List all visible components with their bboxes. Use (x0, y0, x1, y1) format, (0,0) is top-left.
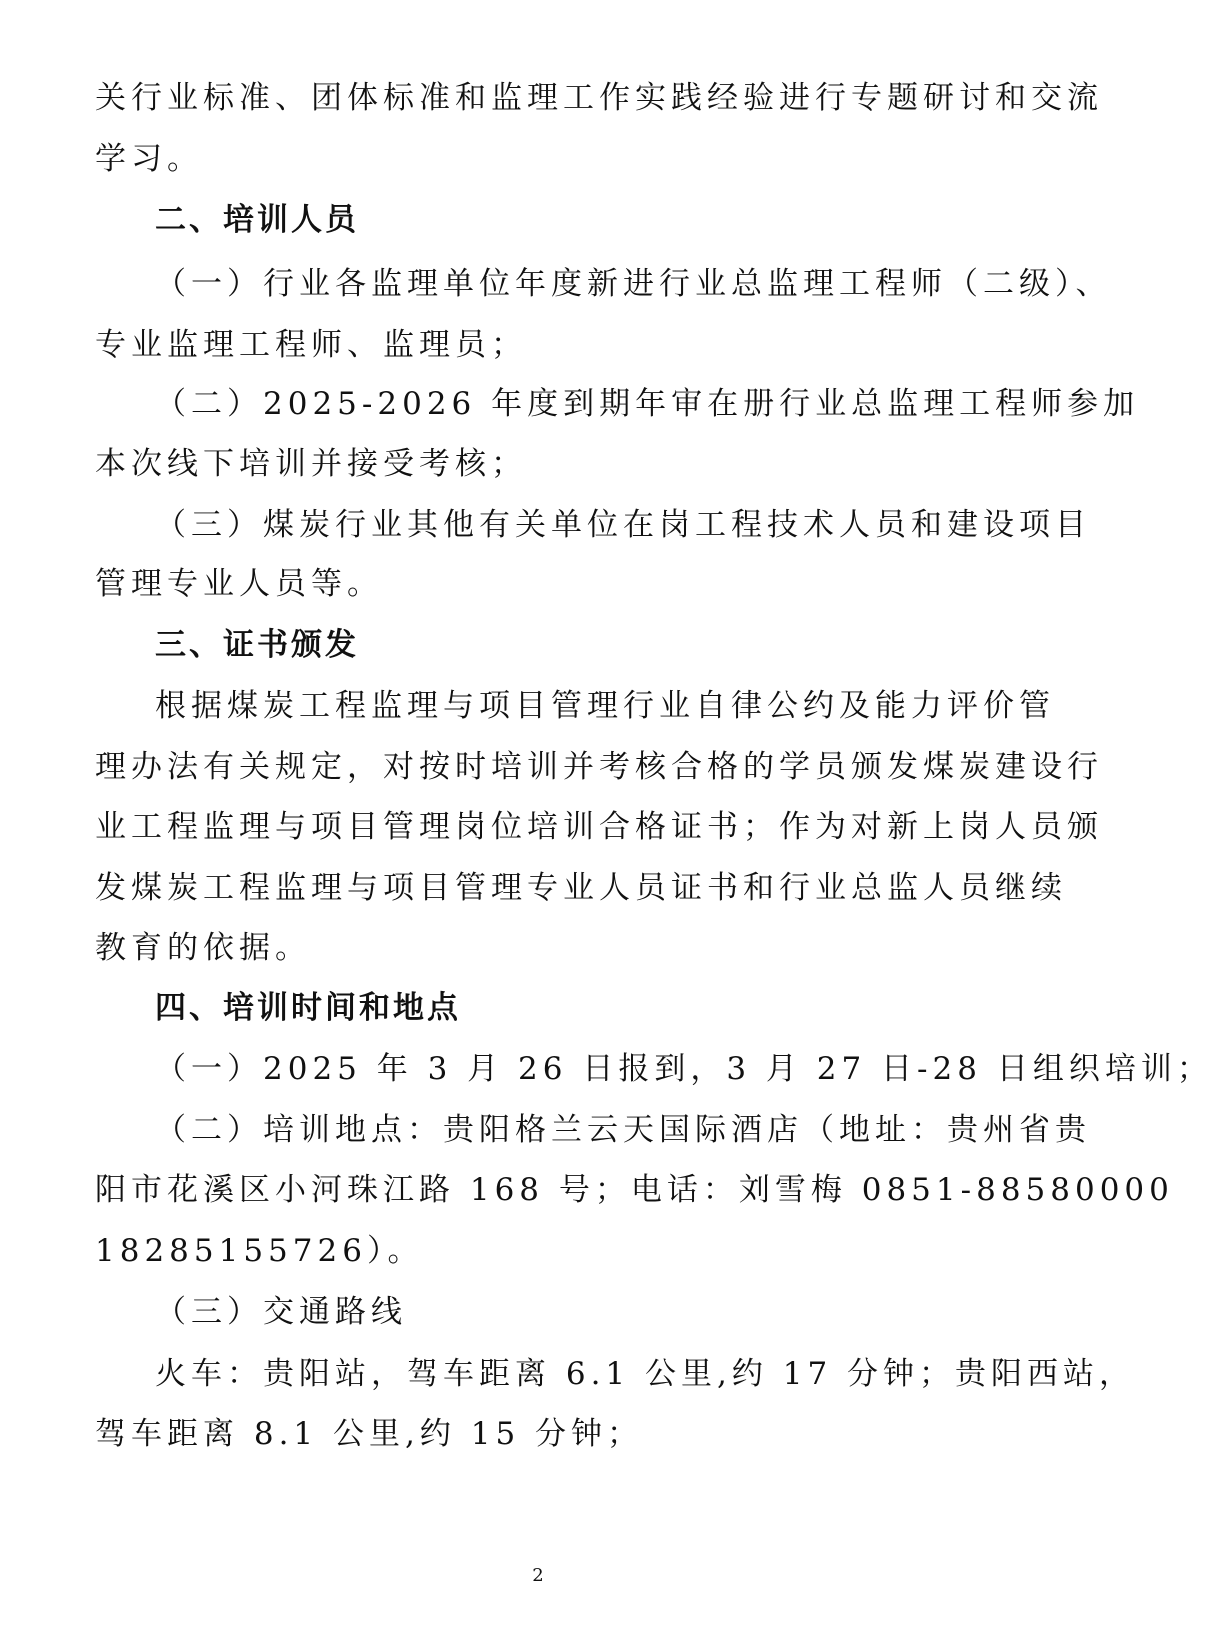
paragraph-line: （一）行业各监理单位年度新进行业总监理工程师（二级）、 (155, 266, 1112, 302)
paragraph-line: 关行业标准、团体标准和监理工作实践经验进行专题研讨和交流 (95, 80, 1103, 116)
paragraph-line: 学习。 (95, 141, 203, 177)
section-heading-4: 四、培训时间和地点 (155, 990, 461, 1026)
paragraph-line: 管理专业人员等。 (95, 566, 383, 602)
paragraph-line: 火车：贵阳站，驾车距离 6.1 公里,约 17 分钟；贵阳西站， (155, 1356, 1136, 1392)
paragraph-line: 发煤炭工程监理与项目管理专业人员证书和行业总监人员继续 (95, 870, 1067, 906)
paragraph-line: 驾车距离 8.1 公里,约 15 分钟； (95, 1416, 644, 1452)
paragraph-line: 教育的依据。 (95, 930, 311, 966)
paragraph-line: 本次线下培训并接受考核； (95, 446, 527, 482)
paragraph-line: （二）2025-2026 年度到期年审在册行业总监理工程师参加 (155, 386, 1140, 422)
paragraph-line: （三）煤炭行业其他有关单位在岗工程技术人员和建设项目 (155, 507, 1091, 543)
paragraph-line: 阳市花溪区小河珠江路 168 号；电话：刘雪梅 0851-88580000 (95, 1172, 1174, 1208)
paragraph-line: 18285155726）。 (95, 1233, 424, 1269)
page-number: 2 (532, 1565, 544, 1586)
paragraph-line: （一）2025 年 3 月 26 日报到，3 月 27 日-28 日组织培训； (155, 1051, 1213, 1087)
section-heading-3: 三、证书颁发 (155, 627, 359, 663)
paragraph-line: 业工程监理与项目管理岗位培训合格证书；作为对新上岗人员颁 (95, 809, 1103, 845)
paragraph-line: 专业监理工程师、监理员； (95, 327, 527, 363)
section-heading-2: 二、培训人员 (155, 202, 359, 238)
paragraph-line: 根据煤炭工程监理与项目管理行业自律公约及能力评价管 (155, 688, 1055, 724)
paragraph-line: （二）培训地点：贵阳格兰云天国际酒店（地址：贵州省贵 (155, 1112, 1091, 1148)
paragraph-line: （三）交通路线 (155, 1294, 407, 1330)
paragraph-line: 理办法有关规定，对按时培训并考核合格的学员颁发煤炭建设行 (95, 749, 1103, 785)
